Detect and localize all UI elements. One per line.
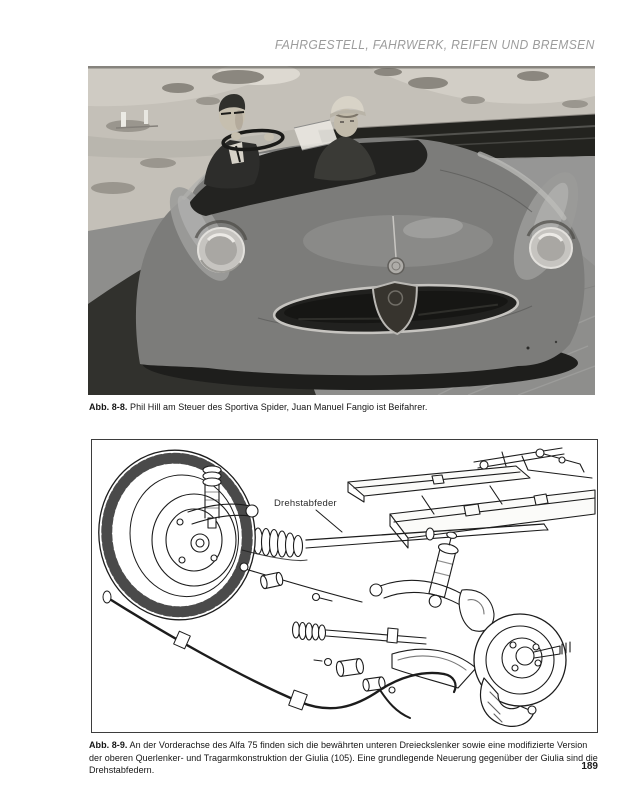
headlight-right xyxy=(528,222,574,268)
caption-label: Abb. 8-8. xyxy=(89,402,128,412)
caption-fig-8-8 xyxy=(89,401,596,414)
page-number: 189 xyxy=(581,761,598,772)
hub-assembly xyxy=(152,494,236,586)
trackside-post xyxy=(121,112,126,127)
suspension-line-drawing xyxy=(92,440,597,732)
caption-fig-8-9 xyxy=(89,739,598,777)
headlight-left xyxy=(196,222,246,272)
running-header: FAHRGESTELL, FAHRWERK, REIFEN UND BREMSEN xyxy=(275,38,595,52)
caption-text: Phil Hill am Steuer des Sportiva Spider, Juan Manuel Fangio ist Beifahrer. xyxy=(130,402,428,412)
photo-sportiva-spider xyxy=(88,66,595,395)
torsion-bar-annotation: Drehstabfeder xyxy=(274,498,337,509)
photo-illustration xyxy=(88,66,595,395)
caption-text: An der Vorderachse des Alfa 75 finden sich die bewährten unteren Dreieckslenker sowie eine modifizierte Version der oberen Querlenker- und Tragarmkonstruktion der Giulia (105). Eine grundlegende Neuerung gegenüber der Giulia sind die Drehstabfedern. xyxy=(89,740,598,776)
figure-front-axle-drawing xyxy=(91,439,598,733)
caption-label: Abb. 8-9. xyxy=(89,740,128,750)
